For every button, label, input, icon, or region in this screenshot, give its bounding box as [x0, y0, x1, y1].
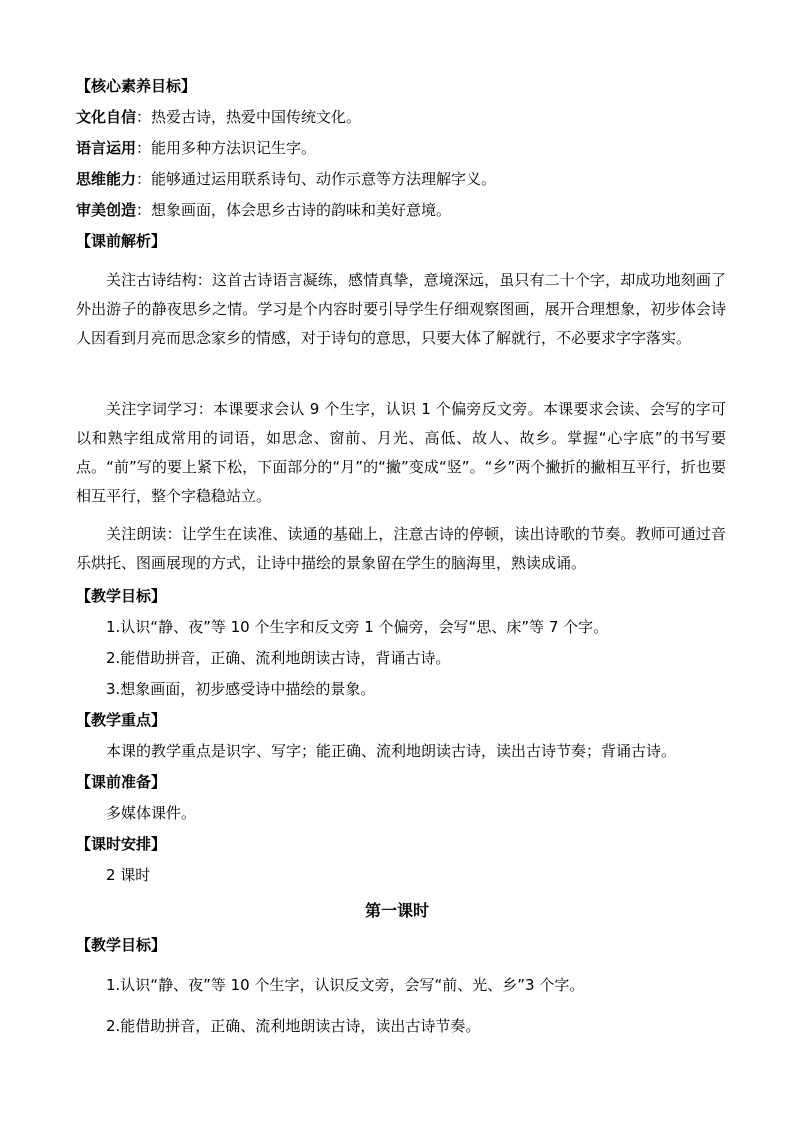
schedule-heading: 【课时安排】: [76, 835, 167, 853]
lesson-one-goal-item: 2.能借助拼音，正确、流利地朗读古诗，读出古诗节奏。: [106, 1017, 481, 1035]
core-goal-text: ：能够通过运用联系诗句、动作示意等方法理解字义。: [136, 170, 497, 188]
core-goal-item: [76, 107, 726, 127]
core-goal-label: 文化自信: [76, 108, 137, 126]
teaching-focus-heading: 【教学重点】: [76, 711, 167, 729]
pre-analysis-paragraph: 关注古诗结构：这首古诗语言凝练，感情真挚，意境深远，虽只有二十个字，却成功地刻画了外出游子的静夜思乡之情。学习是个内容时要引导学生仔细观察图画，展开合理想象，初步体会诗人因看到月亮而思念家乡的情感，对于诗句的意思，只要大体了解就行，不必要求字字落实。: [76, 271, 726, 347]
core-goal-text: ：想象画面，体会思乡古诗的韵味和美好意境。: [136, 201, 452, 219]
core-goal-label: 语言运用: [76, 139, 137, 157]
core-goal-item: [76, 169, 726, 189]
core-goal-text: ：能用多种方法识记生字。: [136, 139, 317, 157]
lesson-one-goals-heading: 【教学目标】: [76, 936, 167, 954]
core-goals-heading: 【核心素养目标】: [76, 77, 197, 95]
lesson-one-goal-item: 1.认识“静、夜”等 10 个生字，认识反文旁，会写“前、光、乡”3 个字。: [106, 976, 585, 994]
teaching-goal-item: 1.认识“静、夜”等 10 个生字和反文旁 1 个偏旁，会写“思、床”等 7 个字。: [106, 618, 609, 636]
pre-analysis-heading: 【课前解析】: [76, 232, 167, 250]
preparation-heading: 【课前准备】: [76, 773, 167, 791]
pre-analysis-paragraph: 关注字词学习：本课要求会认 9 个生字，认识 1 个偏旁反文旁。本课要求会读、会写的字可以和熟字组成常用的词语，如思念、窗前、月光、高低、故人、故乡。掌握“心字底”的书写要点。“前”写的要上紧下松，下面部分的“月”的“撇”变成“竖”。“乡”两个撇折的撇相互平行，折也要相互平行，整个字稳稳站立。: [76, 400, 726, 505]
preparation-text: 多媒体课件。: [106, 804, 197, 822]
core-goal-label: 思维能力: [76, 170, 137, 188]
core-goal-text: ：热爱古诗，热爱中国传统文化。: [136, 108, 362, 126]
teaching-goals-heading: 【教学目标】: [76, 587, 167, 605]
pre-analysis-paragraph: 关注朗读：让学生在读准、读通的基础上，注意古诗的停顿，读出诗歌的节奏。教师可通过音乐烘托、图画展现的方式，让诗中描绘的景象留在学生的脑海里，熟读成诵。: [76, 525, 726, 572]
lesson-one-title: 第一课时: [364, 901, 429, 920]
core-goal-item: [76, 138, 726, 158]
schedule-text: 2 课时: [106, 866, 151, 884]
teaching-focus-text: 本课的教学重点是识字、写字；能正确、流利地朗读古诗，读出古诗节奏；背诵古诗。: [106, 742, 677, 760]
teaching-goal-item: 3.想象画面，初步感受诗中描绘的景象。: [106, 680, 376, 698]
core-goal-item: [76, 200, 726, 220]
core-goal-label: 审美创造: [76, 201, 137, 219]
teaching-goal-item: 2.能借助拼音，正确、流利地朗读古诗，背诵古诗。: [106, 649, 451, 667]
